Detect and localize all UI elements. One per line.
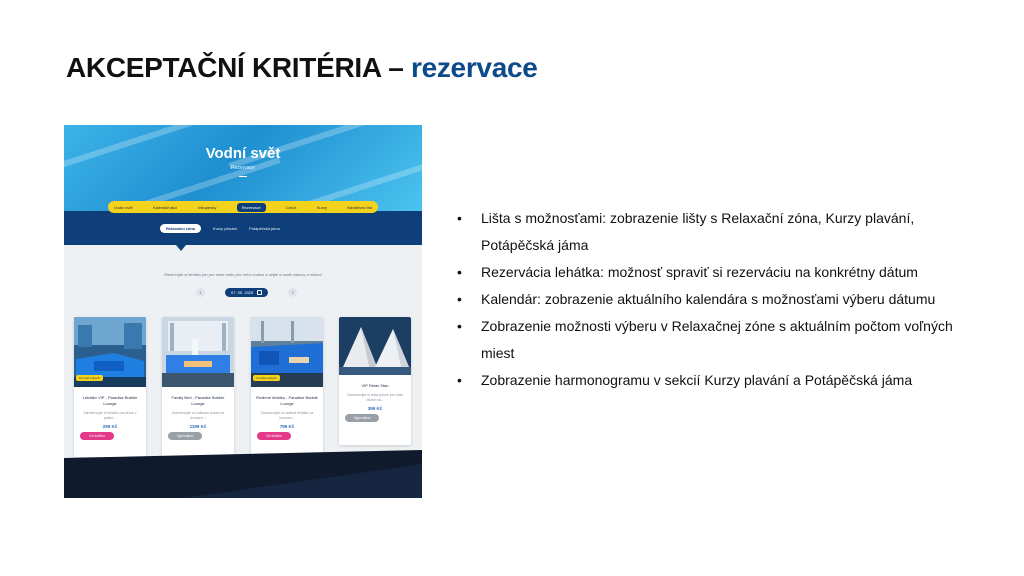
next-date-button[interactable]: › <box>288 288 297 297</box>
add-to-cart-button[interactable]: Do košíku <box>257 432 291 440</box>
menu-item-rezervace[interactable]: Rezervace <box>237 203 266 212</box>
list-item <box>457 367 987 394</box>
card-description: Zarezervujte si rodinnou postel na lenosen... <box>171 411 225 420</box>
card-price: 1199 Kč <box>189 424 207 429</box>
tab-relaxacni-zona[interactable]: Relaxační zóna <box>160 224 201 233</box>
date-field[interactable] <box>225 288 268 297</box>
acceptance-criteria-list <box>457 205 987 394</box>
list-item <box>457 259 987 286</box>
reservation-info: Rezervujte si lehátko jen pro sebe nebo pro celou rodinu a užijte si malé zábavy a relaxu! <box>164 272 322 277</box>
menu-item-vstupenky[interactable]: Vstupenky <box>197 204 217 210</box>
subtabs <box>160 224 280 233</box>
calendar-icon <box>257 290 262 295</box>
card-title: Family Bed - Paradise Bubble Lounge <box>171 395 225 406</box>
slide-title-accent: rezervace <box>410 52 538 83</box>
card-price: 299 Kč <box>102 424 118 429</box>
subnav-pointer <box>176 245 186 251</box>
date-value: 07. 05. 2025 <box>231 290 254 295</box>
add-to-cart-button[interactable]: Do košíku <box>80 432 114 440</box>
hero-title: Vodní svět <box>205 145 281 162</box>
menu-item-vodni-svet[interactable]: Vodní svět <box>114 204 133 210</box>
reservation-cards <box>74 317 412 459</box>
card-description: Zarezervujte si rodinné lehátko na lenosen... <box>260 411 314 420</box>
bullet-icon: • <box>457 264 462 280</box>
bed-photo-icon <box>162 317 234 387</box>
availability-badge: 10 míst volných <box>76 375 103 381</box>
card-description: Zarezervujte si relax pouze pro vaše blízké na... <box>346 393 404 402</box>
list-item-text: Zobrazenie harmonogramu v sekcií Kurzy plavání a Potápěčská jáma <box>481 372 913 388</box>
list-item-text: Rezervácia lehátka: možnosť spraviť si rezerváciu na konkrétny dátum <box>481 264 918 280</box>
footer-wave <box>64 450 422 498</box>
menu-item-navstevni-rad[interactable]: Návštěvní řád <box>347 204 372 210</box>
prev-date-button[interactable]: ‹ <box>196 288 205 297</box>
list-item <box>457 313 987 367</box>
list-item <box>457 286 987 313</box>
card-rodinne-lehatko[interactable] <box>251 317 323 457</box>
hero-divider <box>239 176 247 177</box>
card-price: 799 Kč <box>279 424 295 429</box>
card-title: VIP Relax Stan <box>361 383 389 388</box>
card-image <box>339 317 411 375</box>
slide-title <box>66 52 538 84</box>
website-screenshot <box>64 125 422 498</box>
sold-out-button: Vyprodáno <box>345 414 379 422</box>
card-lehatko-vip[interactable] <box>74 317 146 457</box>
card-title: Rodinné lehátko - Paradise Bubble Lounge <box>256 395 318 406</box>
tent-photo-icon <box>339 317 411 375</box>
menu-item-kalendar[interactable]: Kalendář akcí <box>152 204 178 210</box>
main-menu <box>108 201 378 213</box>
card-image <box>251 317 323 387</box>
list-item-text: Kalendár: zobrazenie aktuálního kalendára s možnosťami výberu dátumu <box>481 291 936 307</box>
bullet-icon: • <box>457 372 462 388</box>
card-vip-relax-stan[interactable] <box>339 317 411 445</box>
tab-kurzy-plavani[interactable]: Kurzy plavání <box>212 226 238 231</box>
date-picker <box>196 288 297 297</box>
list-item <box>457 205 987 259</box>
menu-item-cenik[interactable]: Ceník <box>286 204 297 210</box>
bullet-icon: • <box>457 210 462 226</box>
bullet-icon: • <box>457 291 462 307</box>
hero-banner <box>64 125 422 213</box>
card-price: 399 Kč <box>367 406 383 411</box>
slide-title-main: AKCEPTAČNÍ KRITÉRIA – <box>66 52 404 83</box>
card-title: Lehátko VIP - Paradise Bubble Lounge <box>82 395 138 406</box>
menu-item-kurzy[interactable]: Kurzy <box>316 204 327 210</box>
card-description: Zarezervujte si lehátko na nevse v pásko... <box>83 411 137 420</box>
sold-out-button: Vyprodáno <box>168 432 202 440</box>
list-item-text: Lišta s možnosťami: zobrazenie lišty s Relaxační zóna, Kurzy plavání, Potápěčská jáma <box>481 210 915 253</box>
card-image <box>162 317 234 387</box>
list-item-text: Zobrazenie možnosti výberu v Relaxačnej zóne s aktuálním počtom voľných miest <box>481 318 953 361</box>
availability-badge: 4 místa volných <box>253 375 280 381</box>
hero-subtitle: Rezervace <box>231 165 255 171</box>
card-image <box>74 317 146 387</box>
bullet-icon: • <box>457 318 462 334</box>
card-family-bed[interactable] <box>162 317 234 457</box>
tab-potapecska-jama[interactable]: Potápěčská jáma <box>249 226 280 231</box>
